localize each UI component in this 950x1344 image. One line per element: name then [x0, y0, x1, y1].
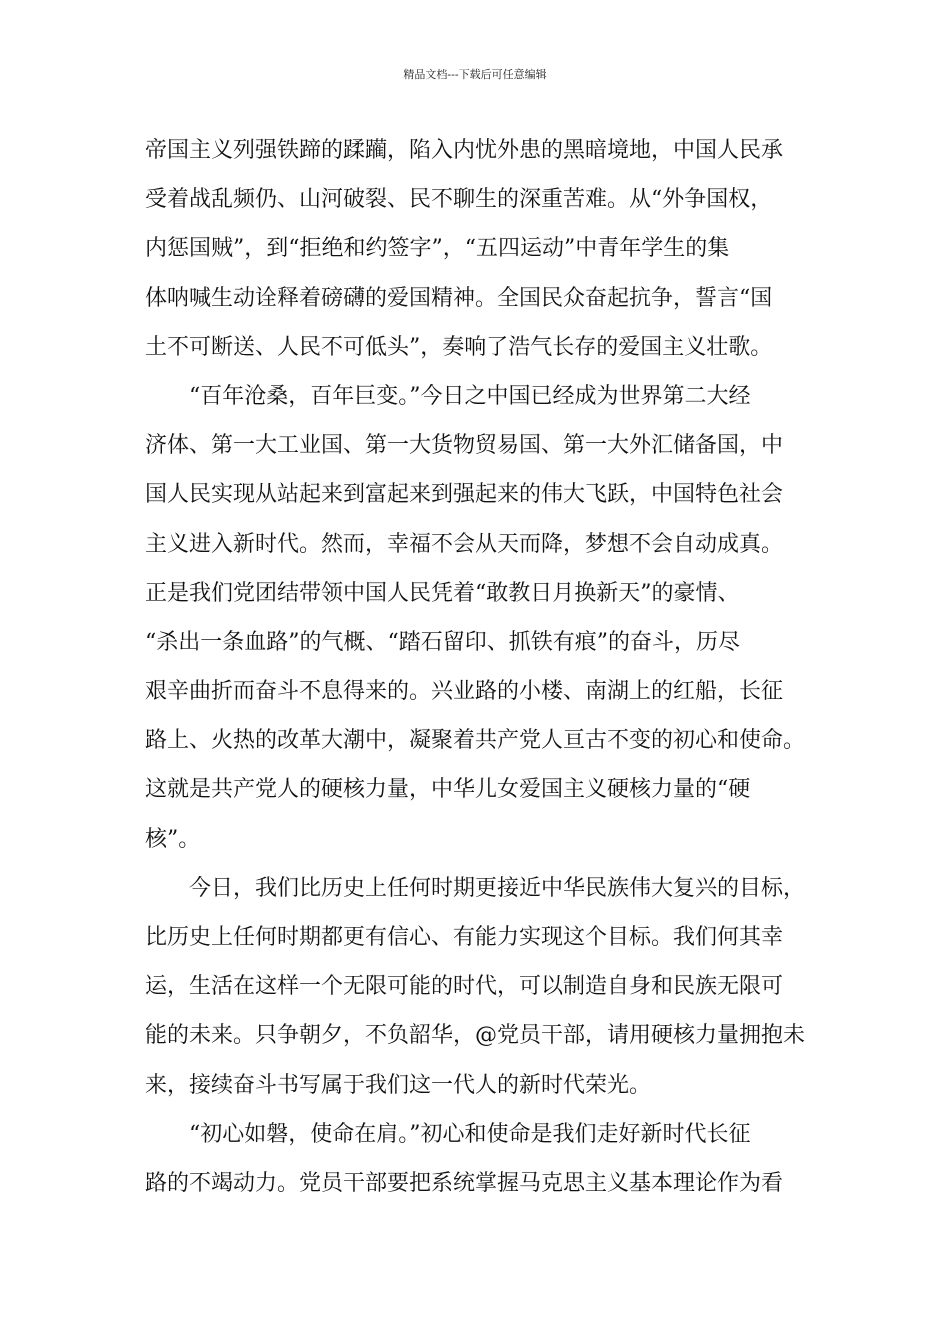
- text-line: 帝国主义列强铁蹄的蹂躏，陷入内忧外患的黑暗境地，中国人民承: [145, 138, 784, 163]
- text-line: 运，生活在这样一个无限可能的时代，可以制造自身和民族无限可: [145, 974, 784, 1000]
- text-line: 艰辛曲折而奋斗不息得来的。兴业路的小楼、南湖上的红船，长征: [145, 679, 784, 705]
- text-line: 这就是共产党人的硬核力量，中华儿女爱国主义硬核力量的“硬: [145, 777, 751, 803]
- paragraph-1: [145, 131, 805, 377]
- text-line: 国人民实现从站起来到富起来到强起来的伟大飞跃，中国特色社会: [145, 482, 784, 508]
- text-line: “杀出一条血路”的气概、“踏石留印、抓铁有痕”的奋斗，历尽: [145, 629, 740, 655]
- paragraph-4: [145, 1115, 805, 1213]
- text-line: 来，接续奋斗书写属于我们这一代人的新时代荣光。: [145, 1072, 652, 1098]
- text-line: “初心如磐，使命在肩。”初心和使命是我们走好新时代长征: [189, 1121, 751, 1147]
- text-line: 体呐喊生动诠释着磅礴的爱国精神。全国民众奋起抗争，誓言“国: [145, 285, 773, 311]
- text-line: “百年沧桑，百年巨变。”今日之中国已经成为世界第二大经: [189, 383, 751, 409]
- paragraph-3: [145, 869, 805, 1115]
- text-line: 济体、第一大工业国、第一大货物贸易国、第一大外汇储备国，中: [145, 433, 784, 459]
- document-body: [145, 131, 805, 1213]
- text-line: 受着战乱频仍、山河破裂、民不聊生的深重苦难。从“外争国权，: [145, 187, 773, 213]
- text-line: 能的未来。只争朝夕，不负韶华，@党员干部，请用硬核力量拥抱未: [145, 1023, 806, 1049]
- paragraph-2: [145, 377, 805, 869]
- text-line: 比历史上任何时期都更有信心、有能力实现这个目标。我们何其幸: [145, 925, 784, 950]
- text-line: 路上、火热的改革大潮中，凝聚着共产党人亘古不变的初心和使命。: [145, 728, 806, 754]
- text-line: 主义进入新时代。然而，幸福不会从天而降，梦想不会自动成真。: [145, 531, 784, 557]
- text-line: 正是我们党团结带领中国人民凭着“敢教日月换新天”的豪情、: [145, 580, 740, 606]
- text-line: 土不可断送、人民不可低头”，奏响了浩气长存的爱国主义壮歌。: [145, 334, 773, 360]
- text-line: 路的不竭动力。党员干部要把系统掌握马克思主义基本理论作为看: [145, 1170, 784, 1196]
- text-line: 今日，我们比历史上任何时期更接近中华民族伟大复兴的目标，: [189, 875, 806, 901]
- page-header: 精品文档---下载后可任意编辑: [403, 68, 547, 81]
- text-line: 核”。: [145, 826, 201, 852]
- text-line: 内惩国贼”，到“拒绝和约签字”，“五四运动”中青年学生的集: [145, 236, 730, 262]
